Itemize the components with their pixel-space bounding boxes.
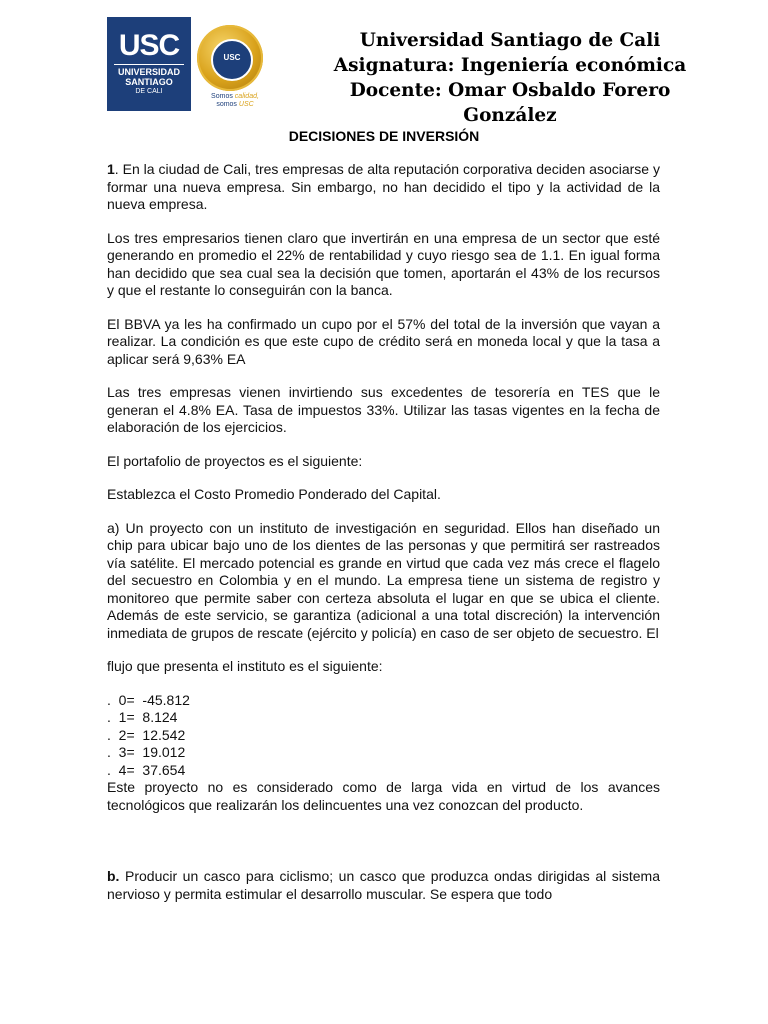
logo-divider (114, 64, 184, 65)
cash-flow-item: . 3= 19.012 (107, 744, 186, 760)
document-header (300, 28, 720, 128)
teacher-name: Docente: Omar Osbaldo Forero González (349, 80, 671, 126)
cash-flow-item: . 2= 12.542 (107, 726, 186, 743)
university-name: Universidad Santiago de Cali (359, 30, 661, 51)
paragraph-2: Los tres empresarios tienen claro que invertirán en una empresa de un sector que esté generando en promedio el 22% de rentabilidad y cuyo riesgo sea de 1.1. En igual forma han decidido que sea cual sea la decisión que tomen, aportarán el 43% de los recursos y que el restante lo conseguirán con la banca. (107, 229, 660, 298)
paragraph-10-text: Producir un casco para ciclismo; un casco que produzca ondas dirigidas al sistema nervioso y permita estimular el desarrollo muscular. Se espera que todo (107, 868, 660, 902)
paragraph-1 (107, 161, 660, 214)
cash-flow-item: . 4= 37.654 (107, 761, 186, 778)
usc-logo (107, 17, 191, 111)
slogan-part2: calidad, (234, 93, 259, 100)
gold-seal-icon (197, 25, 263, 91)
document-title: DECISIONES DE INVERSIÓN (288, 128, 480, 144)
spacer (107, 830, 660, 868)
paragraph-6: Establezca el Costo Promedio Ponderado del Capital. (107, 486, 441, 502)
cash-flow-item: . 0= -45.812 (107, 691, 190, 708)
logo-line2: SANTIAGO (125, 77, 173, 87)
seal-center (211, 39, 253, 81)
item-b-label: b. (107, 868, 120, 884)
paragraph-3: El BBVA ya les ha confirmado un cupo por el 57% del total de la inversión que vayan a realizar. La condición es que este cupo de crédito será en moneda local y que la tasa a aplicar será 9,63% EA (107, 315, 660, 367)
exercise-number: 1 (107, 161, 115, 177)
paragraph-7: a) Un proyecto con un instituto de investigación en seguridad. Ellos han diseñado un chip para ubicar bajo uno de los dientes de las personas y que permitirá ser rastreados vía satélite. El mercado potencial es grande en virtud que cada vez más crece el flagelo del secuestro en Colombia y en el mundo. La empresa tiene un sistema de registro y monitoreo que permite saber con certeza absoluta el lugar en que se ubica el cliente. Además de este servicio, se garantiza (adicional a una total discreción) la intervención inmediata de grupos de rescate (ejército y policía) en caso de ser objeto de secuestro. El (107, 519, 660, 641)
seal-text: USC (223, 53, 241, 62)
paragraph-5: El portafolio de proyectos es el siguiente: (107, 452, 363, 469)
university-logo (107, 17, 270, 111)
slogan (203, 93, 267, 109)
logo-line3: DE CALI (135, 88, 163, 95)
slogan-part1: Somos (211, 93, 233, 100)
slogan-part4: USC (238, 101, 254, 108)
paragraph-1-text: . En la ciudad de Cali, tres empresas de alta reputación corporativa deciden asociarse y formar una nueva empresa. Sin embargo, no han decidido el tipo y la actividad de la nueva empresa. (107, 161, 660, 212)
paragraph-4: Las tres empresas vienen invirtiendo sus excedentes de tesorería en TES que le generan el 4.8% EA. Tasa de impuestos 33%. Utilizar las tasas vigentes en la fecha de elaboración de los ejercicios. (107, 384, 660, 435)
paragraph-9: Este proyecto no es considerado como de larga vida en virtud de los avances tecnológicos que realizarán los delincuentes una vez conozcan del producto. (107, 779, 660, 813)
document-body (107, 161, 660, 919)
logo-line1: UNIVERSIDAD (117, 67, 180, 77)
paragraph-10 (107, 868, 660, 903)
slogan-part3: somos (216, 101, 237, 108)
cash-flow-list (107, 692, 660, 780)
cash-flow-item: . 1= 8.124 (107, 709, 178, 725)
usc-logo-text: USC (118, 29, 180, 62)
paragraph-8: flujo que presenta el instituto es el siguiente: (107, 658, 383, 674)
subject-name: Asignatura: Ingeniería económica (333, 55, 687, 76)
